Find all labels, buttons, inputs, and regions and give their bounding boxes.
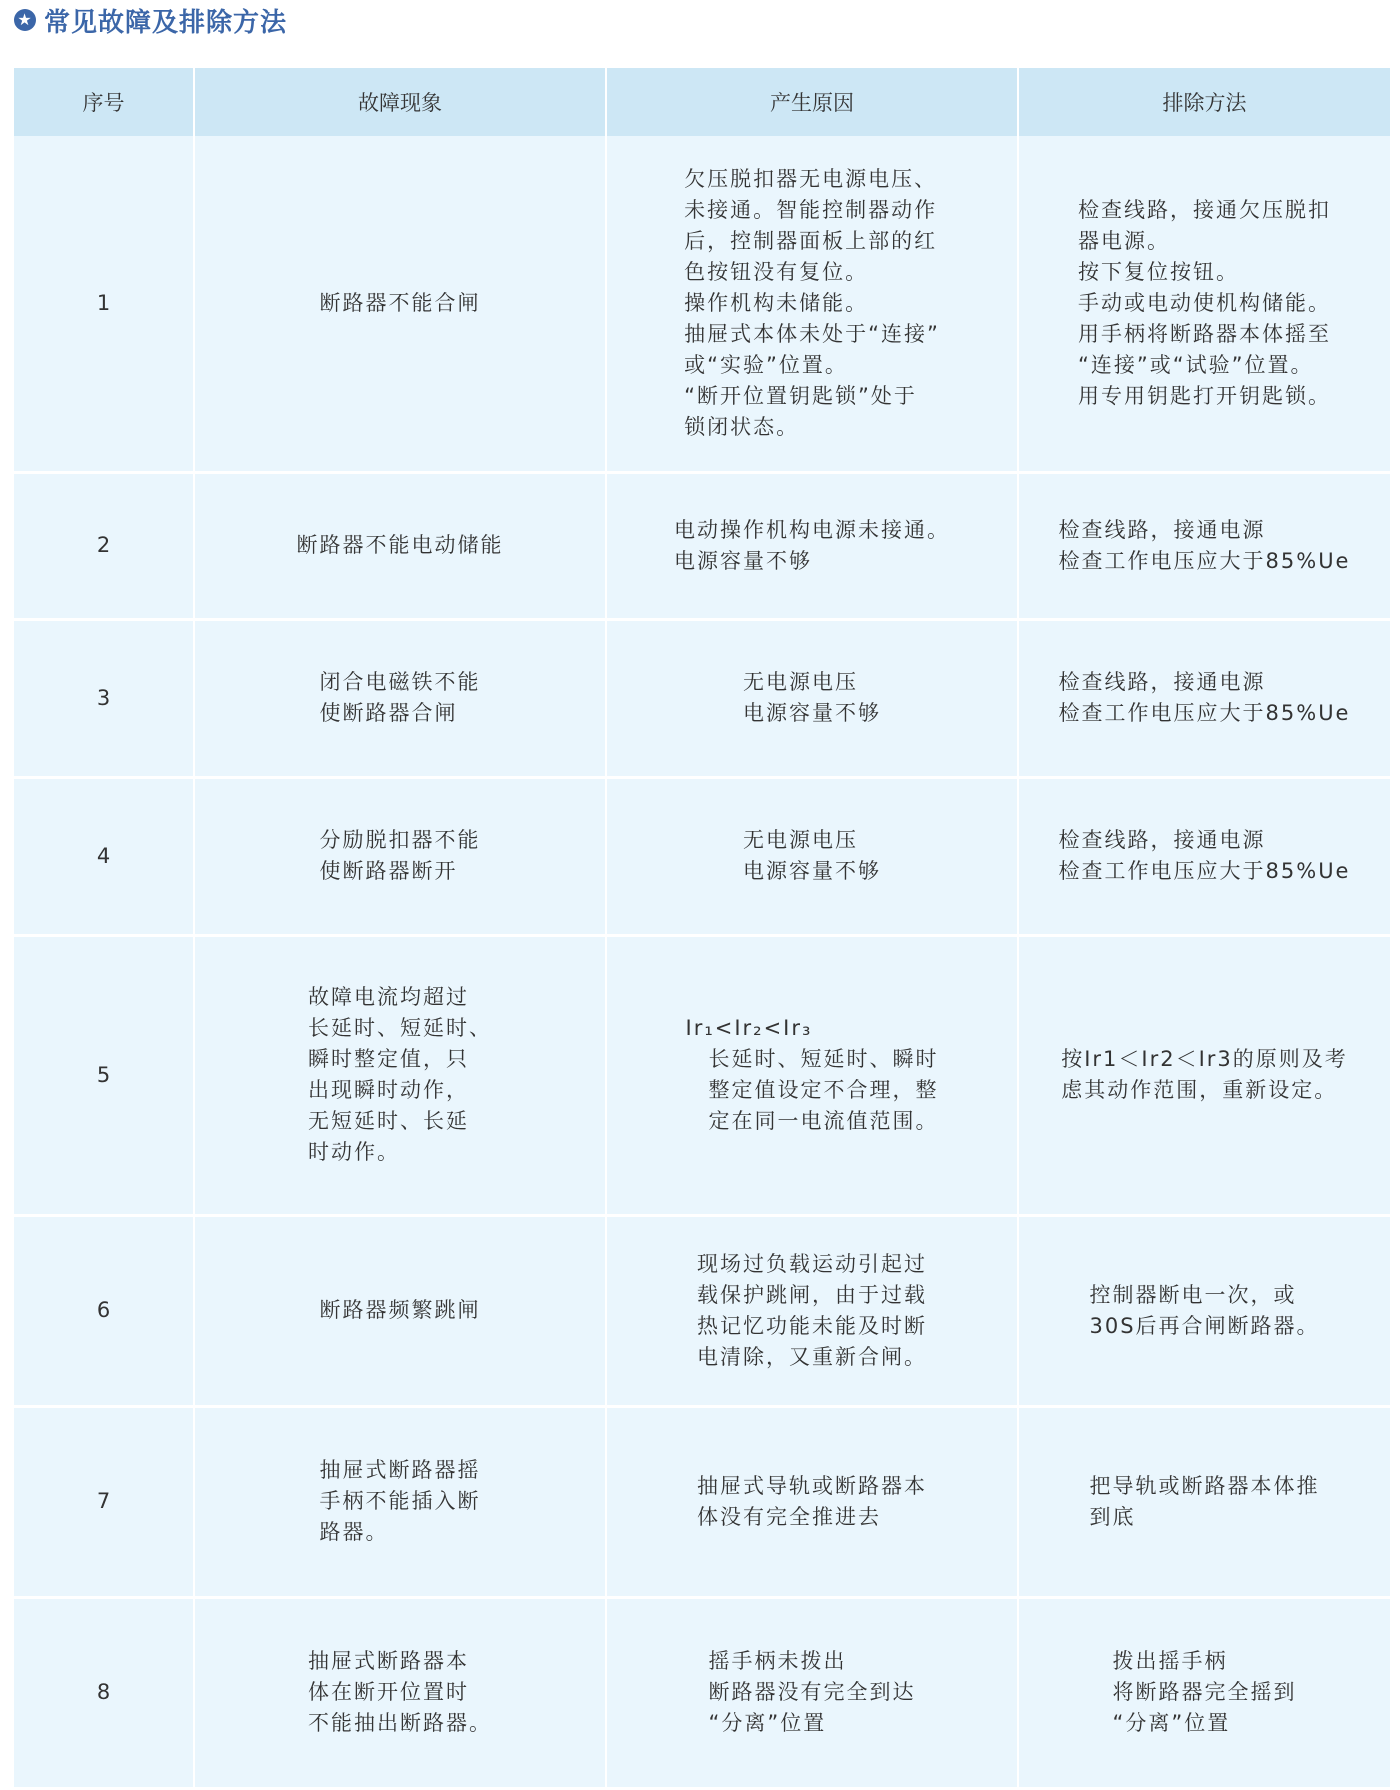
cell-no: 4 — [14, 777, 194, 935]
remedy-line: 器电源。 — [1078, 228, 1170, 253]
remedy-line: 拨出摇手柄 — [1112, 1649, 1228, 1673]
symptom-line: 断路器不能电动储能 — [296, 533, 504, 557]
cell-symptom — [194, 472, 606, 619]
remedy-text — [1059, 825, 1351, 887]
cell-symptom — [194, 1597, 606, 1788]
cause-line: 欠压脱扣器无电源电压、 — [684, 166, 938, 191]
symptom-text — [297, 530, 504, 561]
cause-text — [743, 825, 881, 887]
cause-text — [697, 1471, 927, 1533]
cause-line: Ir₁<Ir₂<Ir₃ — [685, 1016, 813, 1040]
cell-no: 5 — [14, 935, 194, 1215]
symptom-line: 闭合电磁铁不能 — [319, 670, 481, 694]
cause-text — [709, 1646, 916, 1739]
cause-line: 长延时、短延时、瞬时 — [685, 1047, 939, 1071]
cell-cause — [606, 777, 1018, 935]
cell-remedy — [1018, 1406, 1390, 1597]
cause-line: 抽屉式导轨或断路器本 — [697, 1473, 927, 1498]
cause-line: 电动操作机构电源未接通。 — [674, 517, 950, 542]
cell-remedy — [1018, 1597, 1390, 1788]
symptom-text — [320, 825, 481, 887]
header-remedy: 排除方法 — [1018, 68, 1390, 136]
cell-cause — [606, 136, 1018, 472]
symptom-text — [308, 982, 492, 1168]
table-row — [14, 136, 1390, 472]
cause-text — [697, 1249, 927, 1373]
cause-line: 整定值设定不合理，整 — [685, 1078, 939, 1102]
symptom-line: 分励脱扣器不能 — [319, 828, 481, 852]
cell-symptom — [194, 619, 606, 777]
table-row — [14, 1215, 1390, 1406]
symptom-line: 断路器不能合闸 — [319, 290, 481, 315]
remedy-line: “连接”或“试验”位置。 — [1078, 352, 1314, 377]
remedy-line: 检查线路，接通电源 — [1058, 828, 1266, 852]
table-row — [14, 1597, 1390, 1788]
remedy-line: 30S后再合闸断路器。 — [1089, 1313, 1320, 1338]
cause-line: 或“实验”位置。 — [684, 352, 848, 377]
page-title-text: 常见故障及排除方法 — [44, 7, 288, 38]
remedy-line: 用专用钥匙打开钥匙锁。 — [1078, 383, 1331, 408]
cell-symptom — [194, 935, 606, 1215]
cause-text — [684, 164, 940, 443]
cell-symptom — [194, 1215, 606, 1406]
table-header-row — [14, 68, 1390, 136]
remedy-text — [1090, 1471, 1320, 1533]
cell-remedy — [1018, 1215, 1390, 1406]
symptom-text — [320, 1455, 481, 1548]
header-symptom: 故障现象 — [194, 68, 606, 136]
cell-no: 3 — [14, 619, 194, 777]
cause-line: 未接通。智能控制器动作 — [684, 197, 938, 222]
remedy-line: 检查工作电压应大于85%Ue — [1058, 701, 1351, 725]
cause-text — [686, 1013, 939, 1137]
cause-line: 电清除，又重新合闸。 — [697, 1344, 927, 1369]
cause-line: 锁闭状态。 — [684, 414, 800, 439]
cause-line: 操作机构未储能。 — [684, 290, 869, 315]
symptom-line: 使断路器断开 — [319, 859, 458, 883]
cause-line: “分离”位置 — [708, 1711, 827, 1735]
cause-line: “断开位置钥匙锁”处于 — [684, 383, 917, 408]
cause-line: 现场过负载运动引起过 — [697, 1251, 927, 1276]
remedy-line: 手动或电动使机构储能。 — [1078, 290, 1331, 315]
cell-no: 2 — [14, 472, 194, 619]
symptom-line: 手柄不能插入断 — [319, 1489, 481, 1513]
cause-line: 电源容量不够 — [743, 859, 881, 883]
remedy-line: 按Ir1＜Ir2＜Ir3的原则及考 — [1061, 1047, 1348, 1071]
symptom-line: 断路器频繁跳闸 — [319, 1298, 481, 1322]
remedy-text — [1113, 1646, 1297, 1739]
cause-line: 色按钮没有复位。 — [684, 259, 869, 284]
symptom-line: 路器。 — [319, 1520, 389, 1544]
table-row — [14, 472, 1390, 619]
cause-line: 断路器没有完全到达 — [708, 1680, 916, 1704]
remedy-line: 用手柄将断路器本体摇至 — [1078, 321, 1331, 346]
cell-remedy — [1018, 777, 1390, 935]
cause-line: 无电源电压 — [743, 670, 858, 694]
symptom-line: 长延时、短延时、 — [308, 1016, 492, 1040]
cell-remedy — [1018, 935, 1390, 1215]
symptom-line: 不能抽出断路器。 — [308, 1711, 492, 1735]
remedy-text — [1078, 195, 1331, 412]
cell-cause — [606, 935, 1018, 1215]
symptom-text — [308, 1646, 492, 1739]
cause-line: 后，控制器面板上部的红 — [684, 228, 938, 253]
cell-symptom — [194, 777, 606, 935]
cell-no: 6 — [14, 1215, 194, 1406]
symptom-line: 抽屉式断路器本 — [308, 1649, 469, 1673]
symptom-line: 抽屉式断路器摇 — [319, 1458, 481, 1482]
cause-line: 抽屉式本体未处于“连接” — [684, 321, 940, 346]
cell-cause — [606, 472, 1018, 619]
symptom-line: 故障电流均超过 — [308, 985, 469, 1009]
cell-cause — [606, 1406, 1018, 1597]
cause-line: 摇手柄未拨出 — [708, 1649, 847, 1673]
remedy-line: 按下复位按钮。 — [1078, 259, 1239, 284]
remedy-text — [1059, 667, 1351, 729]
table-body — [14, 136, 1390, 1788]
remedy-line: 检查工作电压应大于85%Ue — [1058, 548, 1351, 573]
cell-no: 7 — [14, 1406, 194, 1597]
symptom-line: 使断路器合闸 — [319, 701, 458, 725]
remedy-line: 把导轨或断路器本体推 — [1089, 1473, 1320, 1498]
table-row — [14, 1406, 1390, 1597]
cause-line: 电源容量不够 — [743, 701, 881, 725]
symptom-line: 时动作。 — [308, 1140, 400, 1164]
symptom-line: 瞬时整定值，只 — [308, 1047, 469, 1071]
remedy-line: 虑其动作范围，重新设定。 — [1061, 1078, 1338, 1102]
symptom-text — [320, 1295, 481, 1326]
table-row — [14, 777, 1390, 935]
fault-table — [14, 68, 1390, 1790]
remedy-line: 到底 — [1089, 1504, 1136, 1529]
header-cause: 产生原因 — [606, 68, 1018, 136]
remedy-line: 检查线路，接通电源 — [1058, 670, 1266, 694]
cell-symptom — [194, 1406, 606, 1597]
cell-cause — [606, 619, 1018, 777]
remedy-line: 控制器断电一次，或 — [1089, 1282, 1297, 1307]
remedy-line: 将断路器完全摇到 — [1112, 1680, 1297, 1704]
symptom-text — [320, 288, 481, 319]
cause-line: 体没有完全推进去 — [697, 1504, 881, 1529]
cause-line: 热记忆功能未能及时断 — [697, 1313, 927, 1338]
cause-text — [743, 667, 881, 729]
symptom-line: 体在断开位置时 — [308, 1680, 469, 1704]
cell-cause — [606, 1597, 1018, 1788]
remedy-text — [1059, 515, 1351, 577]
remedy-text — [1061, 1044, 1348, 1106]
cause-line: 电源容量不够 — [674, 548, 812, 573]
star-circle-icon: ★ — [14, 9, 36, 31]
cause-line: 无电源电压 — [743, 828, 858, 852]
table-row — [14, 935, 1390, 1215]
remedy-line: 检查线路，接通欠压脱扣 — [1078, 197, 1331, 222]
symptom-line: 出现瞬时动作， — [308, 1078, 469, 1102]
cell-no: 8 — [14, 1597, 194, 1788]
cell-remedy — [1018, 619, 1390, 777]
page-title — [14, 2, 287, 38]
remedy-line: 检查线路，接通电源 — [1058, 517, 1266, 542]
table-row — [14, 619, 1390, 777]
cause-line: 定在同一电流值范围。 — [685, 1109, 939, 1133]
cell-no: 1 — [14, 136, 194, 472]
cell-symptom — [194, 136, 606, 472]
symptom-text — [320, 667, 481, 729]
remedy-line: 检查工作电压应大于85%Ue — [1058, 859, 1351, 883]
header-no: 序号 — [14, 68, 194, 136]
cause-text — [674, 515, 950, 577]
cell-remedy — [1018, 472, 1390, 619]
cell-remedy — [1018, 136, 1390, 472]
cell-cause — [606, 1215, 1018, 1406]
symptom-line: 无短延时、长延 — [308, 1109, 469, 1133]
cause-line: 载保护跳闸，由于过载 — [697, 1282, 927, 1307]
remedy-line: “分离”位置 — [1112, 1711, 1231, 1735]
remedy-text — [1089, 1280, 1319, 1342]
